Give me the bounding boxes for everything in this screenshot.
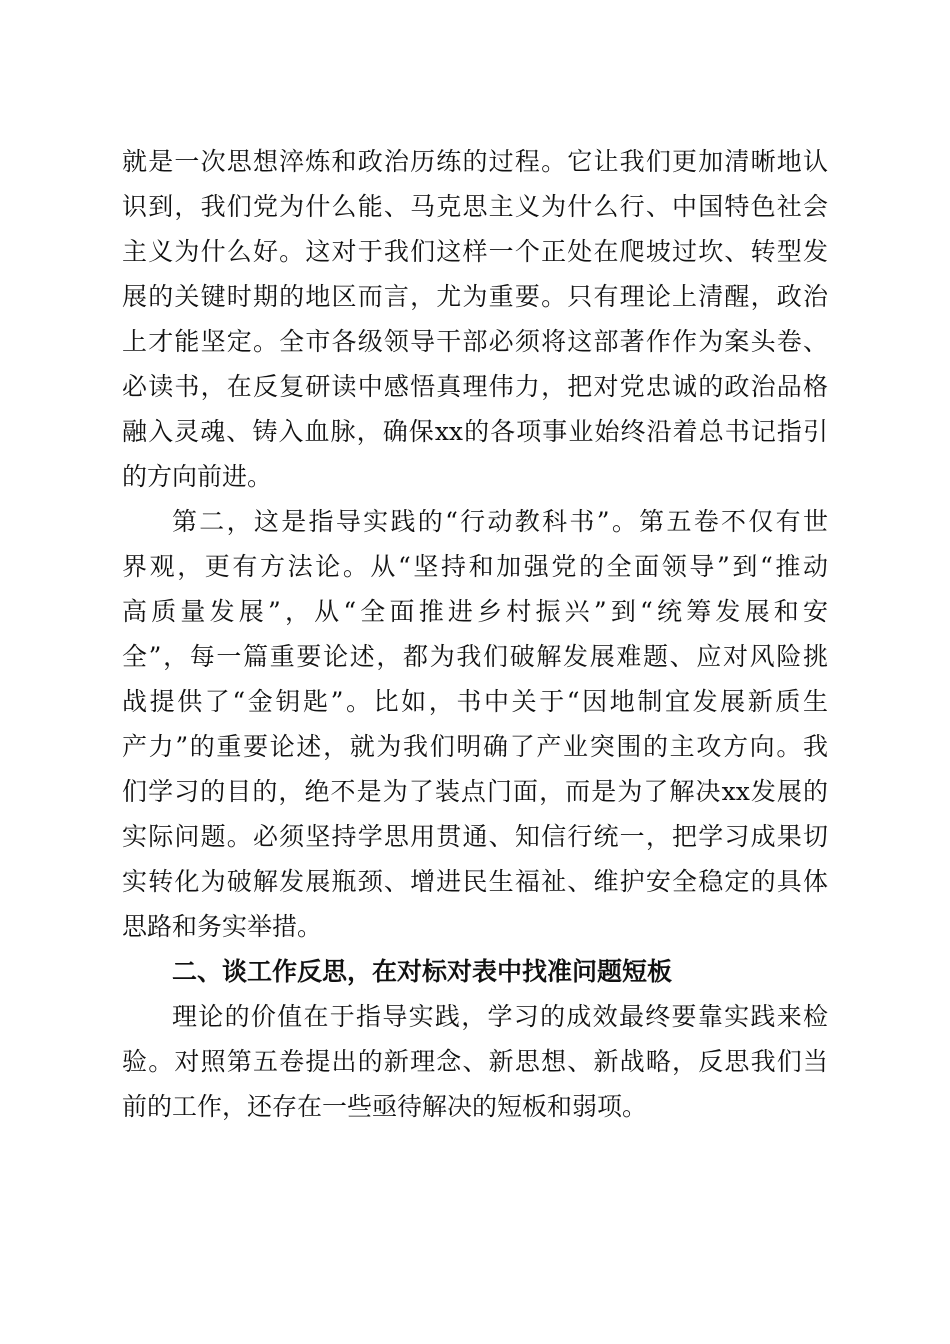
paragraph-line: 实转化为破解发展瓶颈、增进民生福祉、维护安全稳定的具体 bbox=[122, 867, 828, 896]
paragraph-line: 上才能坚定。全市各级领导干部必须将这部著作作为案头卷、 bbox=[122, 327, 828, 356]
paragraph-line: 第二，这是指导实践的“行动教科书”。第五卷不仅有世 bbox=[172, 507, 828, 536]
paragraph-line: 界观，更有方法论。从“坚持和加强党的全面领导”到“推动 bbox=[122, 552, 828, 581]
paragraph-line: 验。对照第五卷提出的新理念、新思想、新战略，反思我们当 bbox=[122, 1047, 828, 1076]
paragraph-line: 展的关键时期的地区而言，尤为重要。只有理论上清醒，政治 bbox=[122, 282, 828, 311]
paragraph-line: 融入灵魂、铸入血脉，确保xx的各项事业始终沿着总书记指引 bbox=[122, 417, 828, 446]
paragraph-line: 实际问题。必须坚持学思用贯通、知信行统一，把学习成果切 bbox=[122, 822, 828, 851]
paragraph-line: 识到，我们党为什么能、马克思主义为什么行、中国特色社会 bbox=[122, 192, 828, 221]
paragraph-line: 理论的价值在于指导实践，学习的成效最终要靠实践来检 bbox=[172, 1002, 828, 1031]
paragraph-line: 高质量发展”，从“全面推进乡村振兴”到“统筹发展和安 bbox=[122, 597, 828, 626]
section-heading: 二、谈工作反思，在对标对表中找准问题短板 bbox=[172, 957, 673, 986]
paragraph-line: 前的工作，还存在一些亟待解决的短板和弱项。 bbox=[122, 1092, 648, 1121]
paragraph-line: 必读书，在反复研读中感悟真理伟力，把对党忠诚的政治品格 bbox=[122, 372, 828, 401]
paragraph-line: 战提供了“金钥匙”。比如，书中关于“因地制宜发展新质生 bbox=[122, 687, 828, 716]
paragraph-line: 们学习的目的，绝不是为了装点门面，而是为了解决xx发展的 bbox=[122, 777, 828, 806]
paragraph-line: 全”，每一篇重要论述，都为我们破解发展难题、应对风险挑 bbox=[122, 642, 828, 671]
paragraph-line: 产力”的重要论述，就为我们明确了产业突围的主攻方向。我 bbox=[122, 732, 828, 761]
paragraph-line: 思路和务实举措。 bbox=[122, 912, 323, 941]
paragraph-line: 的方向前进。 bbox=[122, 462, 273, 491]
paragraph-line: 主义为什么好。这对于我们这样一个正处在爬坡过坎、转型发 bbox=[122, 237, 828, 266]
paragraph-line: 就是一次思想淬炼和政治历练的过程。它让我们更加清晰地认 bbox=[122, 147, 828, 176]
